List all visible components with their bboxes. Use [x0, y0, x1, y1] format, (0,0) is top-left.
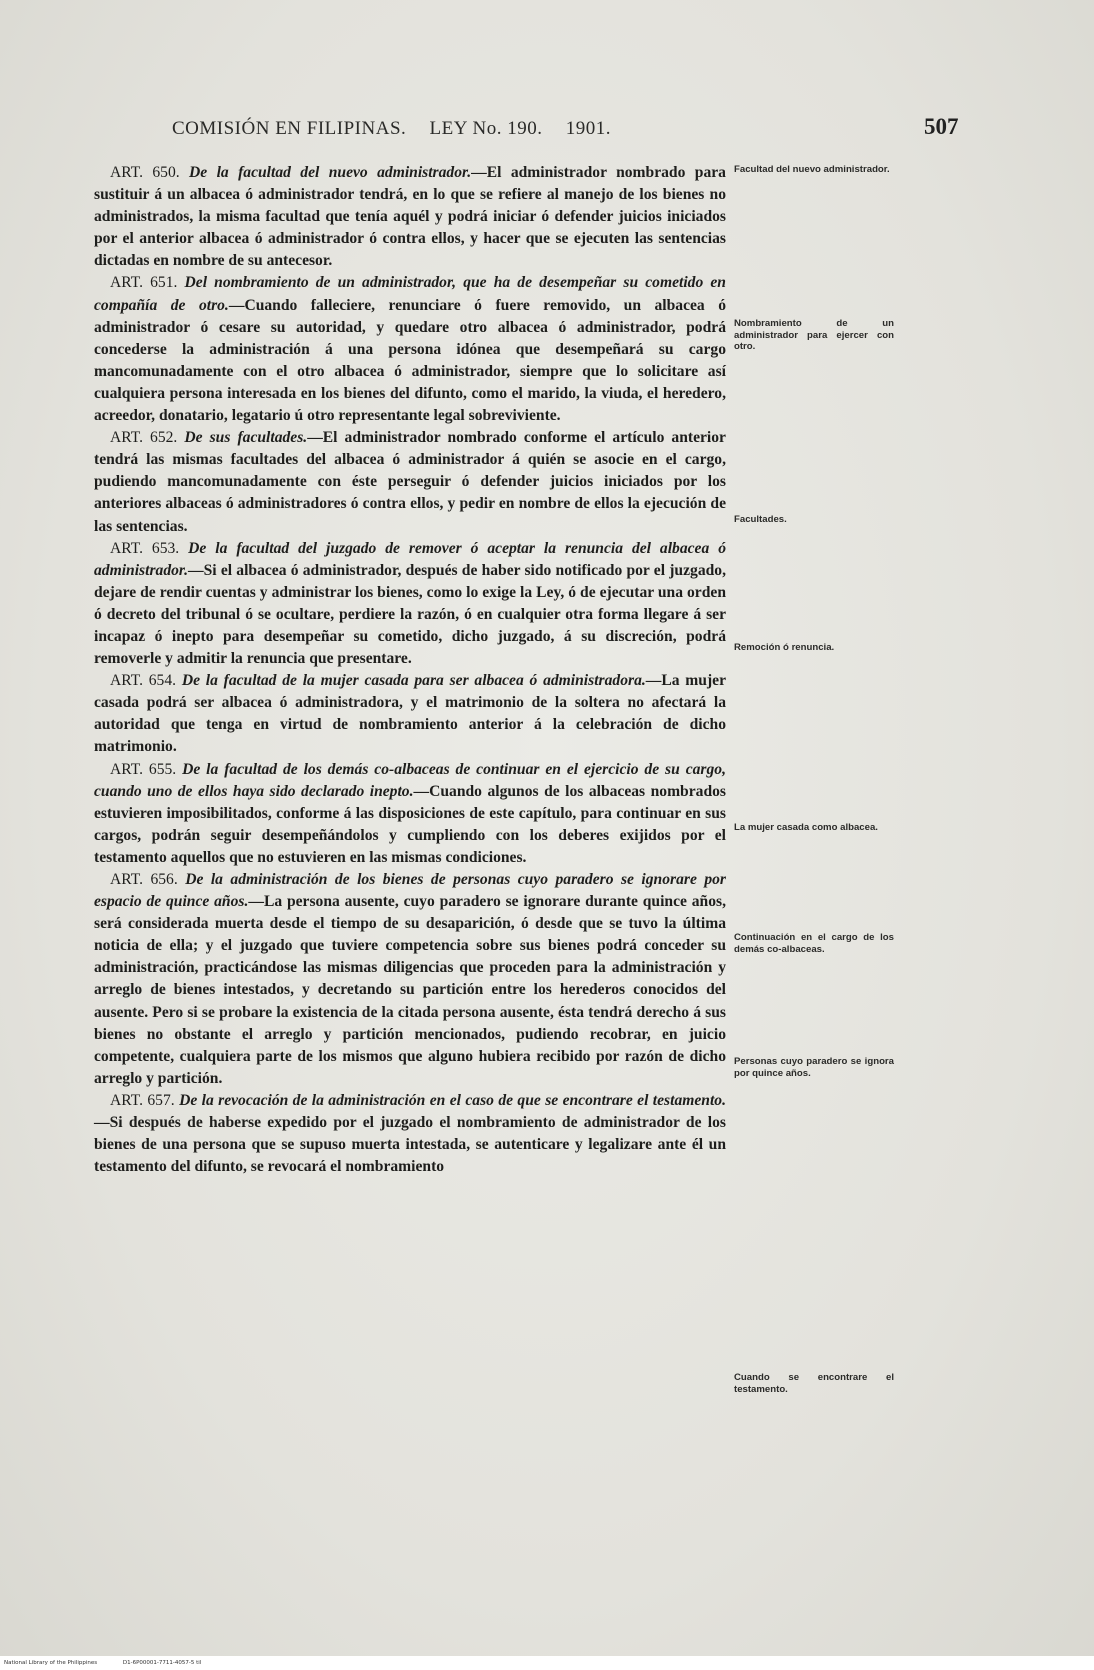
article-body: —El administrador nombrado conforme el artículo anterior tendrá las mismas facultades del albacea ó administrador á quién se asocie en el cargo, pudiendo mancomunadamente con éste perseguir ó defender juicios iniciados por los anteriores albaceas ó administradores ó contra ellos, y pedir en nombre de ellos la ejecución de las sentencias.: [94, 429, 726, 535]
article-body: —Si después de haberse expedido por el juzgado el nombramiento de administrador de los bienes de una persona que se supuso muerta intestada, se autenticare y legalizare ante él un testamento del difunto, se revocará el nombramiento: [94, 1114, 726, 1176]
article-title: De la facultad del juzgado de remover ó aceptar la renuncia del albacea ó administrador.: [94, 539, 726, 579]
margin-note-657: Cuando se encontrare el testamento.: [734, 1372, 894, 1395]
article-number: ART. 653.: [110, 539, 180, 557]
article-651: [94, 272, 726, 427]
margin-note-656: Personas cuyo paradero se ignora por quince años.: [734, 1056, 894, 1079]
margin-note-653: Remoción ó renuncia.: [734, 642, 835, 653]
article-body: —Si el albacea ó administrador, después de haber sido notificado por el juzgado, dejare de rendir cuentas y administrar los bienes, como lo exige la Ley, ó de ejecutar una orden ó decreto del tribunal ó se ocultare, perdiere la razón, ó en cualquier otra forma llegare á ser incapaz ó inepto para desempeñar su cometido, dicho juzgado, á su discreción, podrá removerle y admitir la renuncia que presentare.: [94, 561, 726, 668]
margin-note-650: Facultad del nuevo administrador.: [734, 164, 890, 175]
article-title: De la facultad del nuevo administrador.: [189, 164, 472, 181]
header-law-number: LEY No. 190.: [429, 118, 543, 139]
article-body: —La persona ausente, cuyo paradero se ignorare durante quince años, será considerada muerta desde el tiempo de su desaparición, ó desde que se tuvo la última noticia de ella; y el juzgado que tuviere competencia sobre sus bienes podrá conceder su administración, practicándose las mismas diligencias que proceden para la administración y arreglo de bienes intestados, y decretando su partición entre los herederos conocidos del ausente. Pero si se probare la existencia de la citada persona ausente, ésta tendrá derecho á sus bienes no obstante el arreglo y partición mencionados, pudiendo recobrar, en juicio competente, cualquiera parte de los mismos que alguno hubiera recibido por razón de dicho arreglo y partición.: [94, 893, 726, 1087]
running-header: [172, 118, 629, 140]
article-body: —Cuando algunos de los albaceas nombrados estuvieren imposibilitados, conforme á las disposiciones de este capítulo, para continuar en sus cargos, podrán seguir desempeñándolos y cumpliendo con los deberes exijidos por el testamento aquellos que no estuvieren en las mismas condiciones.: [94, 782, 726, 866]
article-656: [94, 869, 726, 1090]
article-number: ART. 655.: [110, 760, 177, 778]
article-title: Del nombramiento de un administrador, que ha de desempeñar su cometido en compañía de otro.: [94, 274, 726, 314]
footer-id: D1-6P00001-7711-4057-5 til: [122, 1660, 202, 1666]
article-652: [94, 427, 726, 537]
article-number: ART. 657.: [110, 1091, 175, 1109]
article-650: [94, 162, 726, 272]
article-number: ART. 656.: [110, 871, 178, 888]
article-653: [94, 538, 726, 671]
article-body: —Cuando falleciere, renunciare ó fuere removido, un albacea ó administrador ó cesare su autoridad, y quedare otro albacea ó administrador, podrá concederse la administración á una persona idónea que desempeñará su cargo mancomunadamente con el otro albacea ó administrador, siempre que lo solicitare así cualquiera persona interesada en los bienes del difunto, como el marido, la viuda, el heredero, acreedor, donatario, legatario ú otro representante legal sobreviviente.: [94, 296, 727, 425]
article-number: ART. 651.: [110, 274, 178, 292]
margin-note-654: La mujer casada como albacea.: [734, 822, 878, 833]
footer-library: National Library of the Philippines: [4, 1660, 98, 1666]
header-commission: COMISIÓN EN FILIPINAS.: [172, 118, 407, 139]
body-text: [94, 162, 726, 1178]
article-655: [94, 759, 726, 869]
article-title: De la facultad de la mujer casada para ser albacea ó administradora.: [181, 672, 646, 690]
article-body: —El administrador nombrado para sustituir á un albacea ó administrador tendrá, en lo que se refiere al manejo de los bienes no administrados, la misma facultad que tenía aquél y podrá iniciar ó defender juicios iniciados por el anterior albacea ó administrador ó contra ellos, y hacer que se ejecuten las sentencias dictadas en nombre de su antecesor.: [94, 164, 726, 270]
article-title: De la facultad de los demás co-albaceas de continuar en el ejercicio de su cargo, cuando uno de ellos haya sido declarado inepto.: [94, 760, 726, 800]
margin-note-655: Continuación en el cargo de los demás co-albaceas.: [734, 932, 894, 955]
header-year: 1901.: [565, 118, 611, 139]
article-number: ART. 652.: [110, 429, 178, 447]
article-body: —La mujer casada podrá ser albacea ó administradora, y el matrimonio de la soltera no afectará la autoridad que tenga en virtud de nombramiento anterior á la celebración de dicho matrimonio.: [94, 672, 727, 756]
page-number: 507: [924, 114, 959, 139]
article-title: De la administración de los bienes de personas cuyo paradero se ignorare por espacio de quince años.: [94, 871, 726, 911]
article-title: De sus facultades.: [184, 429, 308, 447]
article-654: [94, 670, 726, 758]
article-657: [94, 1090, 726, 1178]
article-title: De la revocación de la administración en el caso de que se encontrare el testamento.: [179, 1091, 726, 1109]
article-number: ART. 654.: [110, 672, 177, 690]
scan-footer: [0, 1656, 1094, 1670]
margin-note-651: Nombramiento de un administrador para ejercer con otro.: [734, 318, 894, 352]
margin-note-652: Facultades.: [734, 514, 787, 525]
article-number: ART. 650.: [110, 164, 180, 181]
